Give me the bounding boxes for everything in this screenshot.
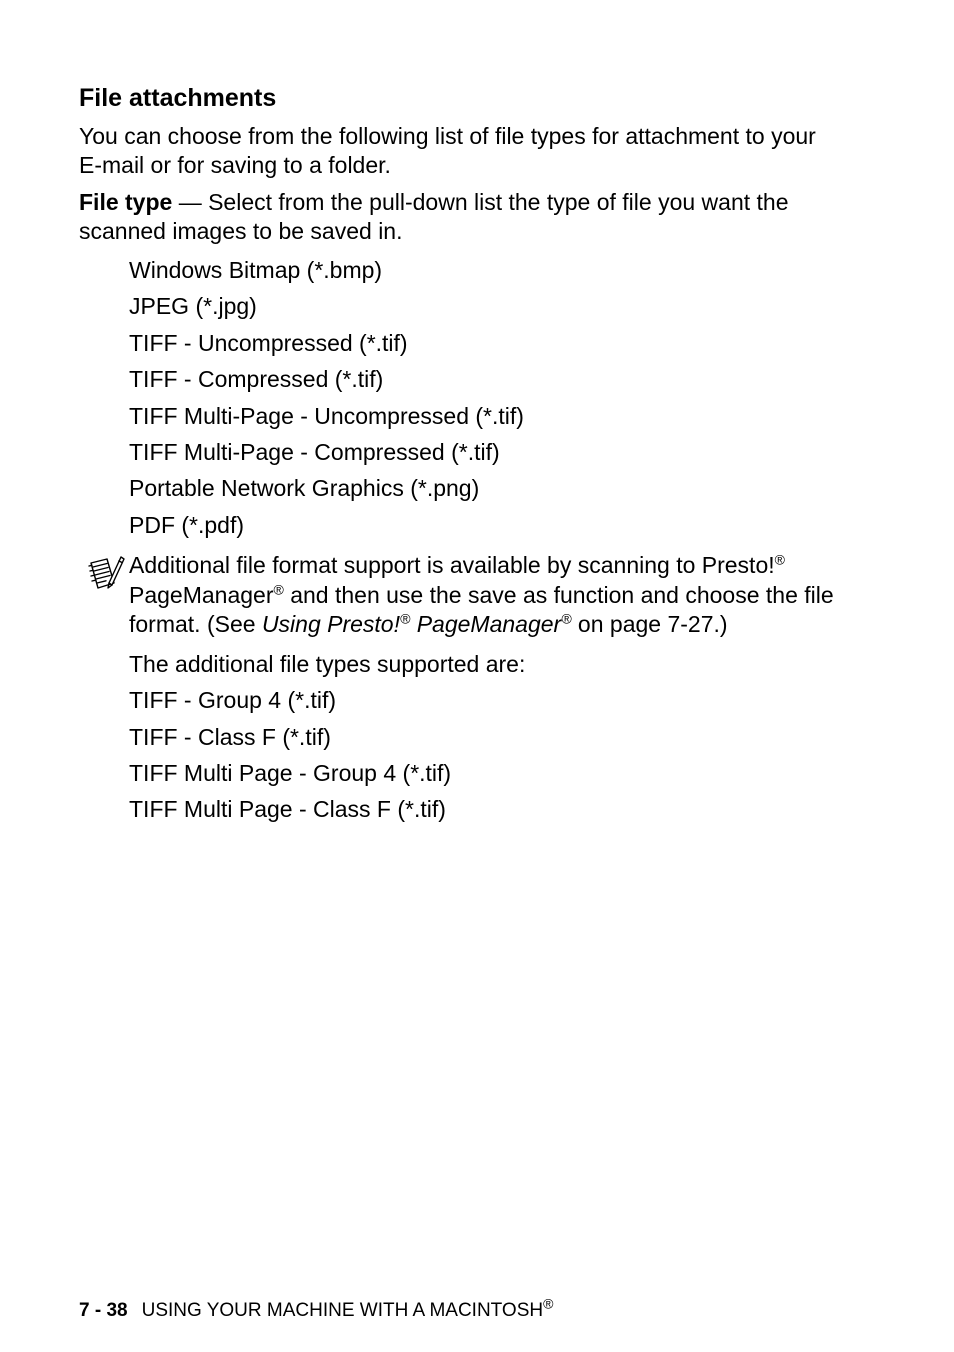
note-text (129, 551, 839, 640)
list-item: PDF (*.pdf) (129, 511, 245, 538)
cross-reference: PageManager (410, 611, 562, 638)
additional-types-intro: The additional file types supported are: (129, 650, 526, 677)
registered-mark: ® (561, 610, 572, 627)
list-item: Portable Network Graphics (*.png) (129, 475, 480, 502)
file-type-paragraph (79, 188, 839, 246)
chapter-title: USING YOUR MACHINE WITH A MACINTOSH (141, 1300, 544, 1321)
note-text-part: PageManager (129, 581, 274, 608)
note-text-part: on page 7-27.) (571, 611, 728, 638)
page-number: 7 - 38 (79, 1300, 128, 1321)
registered-mark: ® (543, 1295, 554, 1312)
list-item: TIFF Multi-Page - Uncompressed (*.tif) (129, 402, 524, 429)
list-item: TIFF Multi Page - Class F (*.tif) (129, 796, 446, 823)
file-type-term: File type (79, 189, 173, 215)
list-item: TIFF - Group 4 (*.tif) (129, 687, 337, 714)
section-title: File attachments (79, 84, 277, 112)
document-page (79, 80, 839, 828)
list-item: TIFF - Class F (*.tif) (129, 723, 331, 750)
note-block (79, 551, 839, 828)
additional-type-list (129, 682, 839, 828)
list-item: JPEG (*.jpg) (129, 293, 257, 320)
registered-mark: ® (400, 610, 411, 627)
page-footer (79, 1295, 554, 1324)
list-item: TIFF Multi Page - Group 4 (*.tif) (129, 759, 452, 786)
file-type-description: — Select from the pull-down list the type of file you want the scanned images to be saved in. (79, 189, 789, 244)
list-item: Windows Bitmap (*.bmp) (129, 257, 383, 283)
file-type-list (129, 252, 839, 543)
note-text-part: Additional file format support is available by scanning to Presto! (129, 552, 775, 579)
note-text-part: and then use the save as function and choose the file format. (See (129, 581, 834, 638)
note-pencil-icon (87, 553, 125, 593)
list-item: TIFF Multi-Page - Compressed (*.tif) (129, 439, 500, 466)
intro-paragraph: You can choose from the following list of file types for attachment to your E-mail or for saving to a folder. (79, 123, 816, 178)
registered-mark: ® (273, 581, 284, 598)
cross-reference: Using Presto! (261, 611, 400, 638)
registered-mark: ® (774, 551, 785, 568)
list-item: TIFF - Uncompressed (*.tif) (129, 329, 408, 356)
list-item: TIFF - Compressed (*.tif) (129, 366, 384, 393)
